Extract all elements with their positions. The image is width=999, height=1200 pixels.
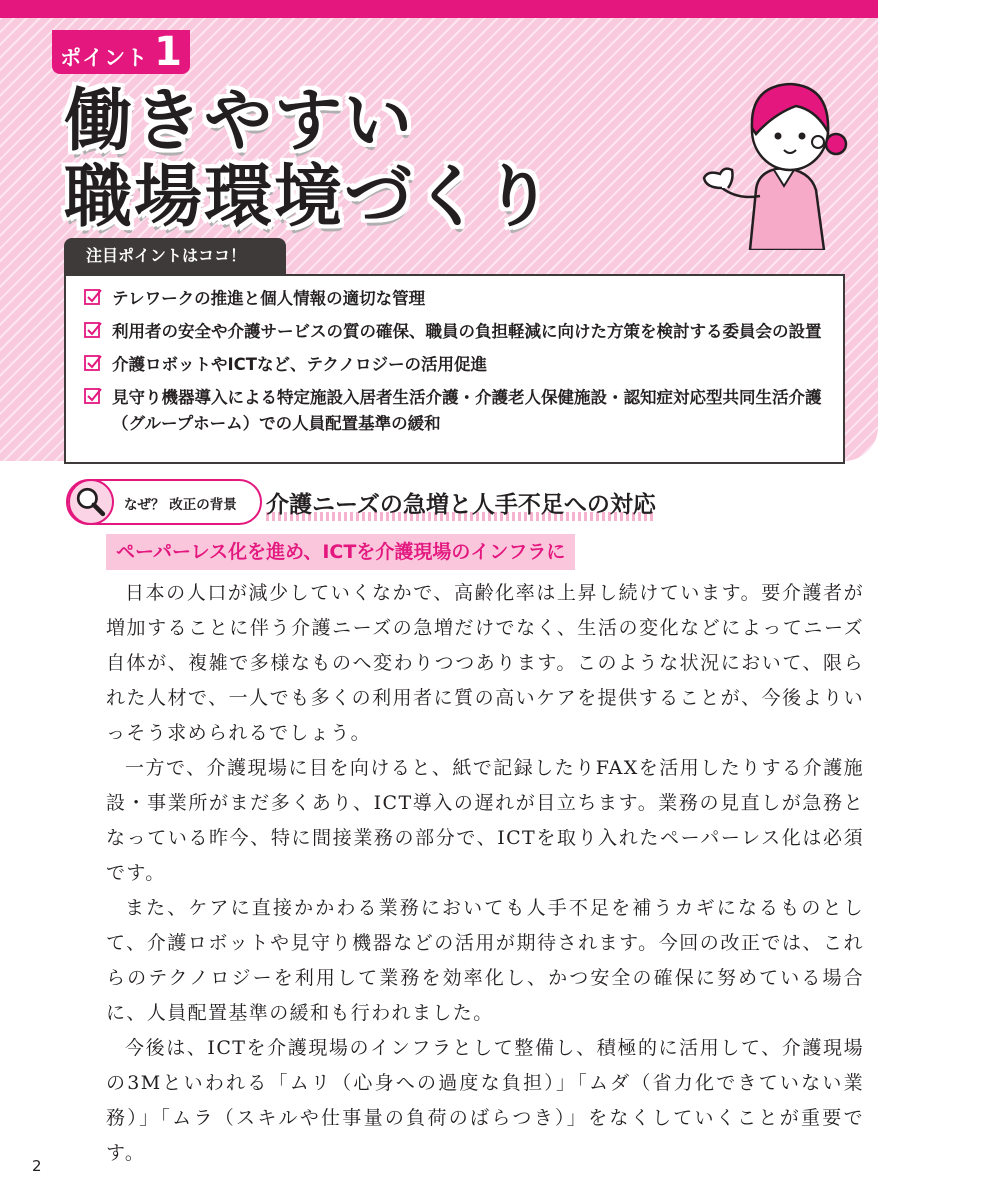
magnifier-icon [68, 479, 114, 525]
checkbox-checked-icon [84, 321, 102, 339]
top-accent-strip [0, 0, 878, 18]
page-title [64, 84, 554, 236]
section-subtitle: ペーパーレス化を進め、ICTを介護現場のインフラに [106, 534, 575, 570]
body-text [106, 576, 864, 1171]
nurse-mascot-illustration [698, 70, 858, 250]
focus-item [84, 286, 825, 312]
header-panel [0, 18, 878, 461]
point-tab [52, 30, 190, 74]
focus-points-box [64, 274, 845, 464]
section-title: 介護ニーズの急増と人手不足への対応 [266, 486, 656, 521]
checkbox-checked-icon [84, 288, 102, 306]
focus-item [84, 352, 825, 378]
focus-item-text: 介護ロボットやICTなど、テクノロジーの活用促進 [112, 355, 488, 374]
paragraph: 日本の人口が減少していくなかで、高齢化率は上昇し続けています。要介護者が増加することに伴う介護ニーズの急増だけでなく、生活の変化などによってニーズ自体が、複雑で多様なものへ変わりつつあります。このような状況において、限られた人材で、一人でも多くの利用者に質の高いケアを提供することが、今後よりいっそう求められるでしょう。 [106, 582, 864, 744]
why-badge-text: なぜ？ 改正の背景 [124, 497, 237, 513]
paragraph: 今後は、ICTを介護現場のインフラとして整備し、積極的に活用して、介護現場の3Mといわれる「ムリ（心身への過度な負担）」「ムダ（省力化できていない業務）」「ムラ（スキルや仕事量の負荷のばらつき）」をなくしていくことが重要です。 [106, 1037, 864, 1164]
paragraph: 一方で、介護現場に目を向けると、紙で記録したりFAXを活用したりする介護施設・事業所がまだ多くあり、ICT導入の遅れが目立ちます。業務の見直しが急務となっている昨今、特に間接業務の部分で、ICTを取り入れたペーパーレス化は必須です。 [106, 757, 864, 884]
focus-item-text: 見守り機器導入による特定施設入居者生活介護・介護老人保健施設・認知症対応型共同生活介護（グループホーム）での人員配置基準の緩和 [112, 388, 822, 433]
focus-item-text: テレワークの推進と個人情報の適切な管理 [112, 289, 426, 308]
focus-item [84, 319, 825, 345]
focus-item [84, 385, 825, 437]
title-line-1: 働きやすい [64, 82, 415, 161]
focus-points-label: 注目ポイントはココ！ [64, 238, 286, 274]
title-line-2: 職場環境づくり [64, 158, 555, 237]
checkbox-checked-icon [84, 354, 102, 372]
point-number: 1 [154, 29, 182, 75]
why-badge [66, 479, 262, 525]
point-label: ポイント [60, 46, 149, 70]
page-number: 2 [32, 1157, 42, 1175]
checkbox-checked-icon [84, 387, 102, 405]
focus-item-text: 利用者の安全や介護サービスの質の確保、職員の負担軽減に向けた方策を検討する委員会の設置 [112, 322, 822, 341]
paragraph: また、ケアに直接かかわる業務においても人手不足を補うカギになるものとして、介護ロボットや見守り機器などの活用が期待されます。今回の改正では、これらのテクノロジーを利用して業務を効率化し、かつ安全の確保に努めている場合に、人員配置基準の緩和も行われました。 [106, 897, 864, 1024]
